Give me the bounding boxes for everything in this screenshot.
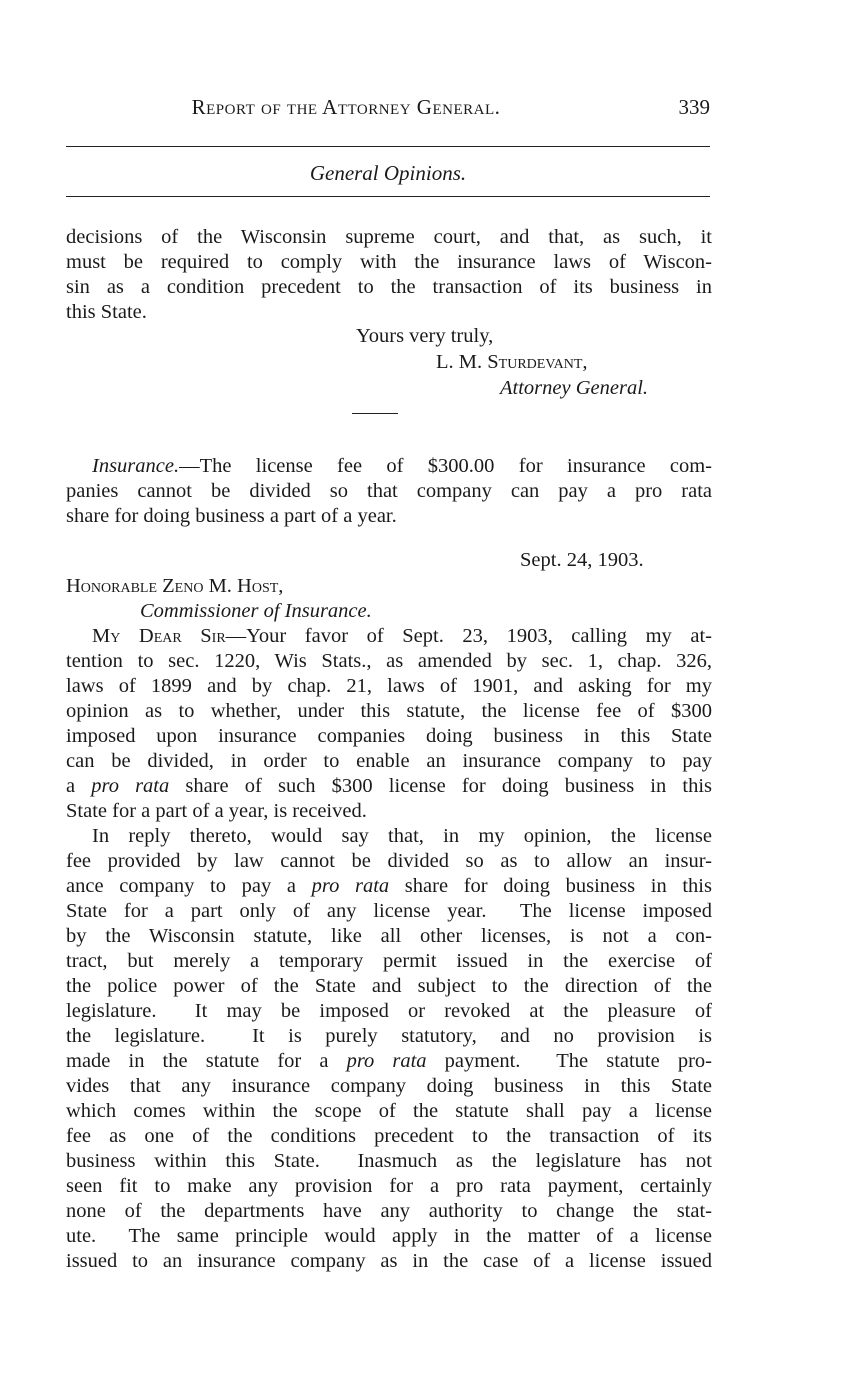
addressee-title: Commissioner of Insurance. (140, 600, 372, 622)
letter-text: a (66, 775, 92, 797)
letter-line: tention to sec. 1220, Wis Stats., as amended by sec. 1, chap. 326, (66, 650, 712, 672)
letter-emphasis: pro rata (91, 775, 170, 797)
section-divider (352, 413, 398, 414)
letter-line: fee provided by law cannot be divided so as to allow an insur- (66, 850, 712, 872)
letter-line: opinion as to whether, under this statute, the license fee of $300 (66, 700, 712, 722)
running-title: Report of the Attorney General. (191, 95, 501, 119)
letter-line: by the Wisconsin statute, like all other licenses, is not a con- (66, 925, 712, 947)
letter-line: which comes within the scope of the statute shall pay a license (66, 1100, 712, 1122)
headnote-line (92, 454, 712, 479)
header-rule-bottom (66, 196, 710, 197)
letter-text: made in the statute for a (66, 1050, 347, 1072)
letter-line: laws of 1899 and by chap. 21, laws of 1901, and asking for my (66, 675, 712, 697)
headnote-topic: Insurance. (92, 455, 180, 477)
opening-line: sin as a condition precedent to the transaction of its business in (66, 276, 712, 298)
letter-line: imposed upon insurance companies doing business in this State (66, 725, 712, 747)
letter-line: In reply thereto, would say that, in my opinion, the license (92, 825, 712, 847)
letter-date: Sept. 24, 1903. (520, 549, 644, 571)
letter-line: the police power of the State and subject to the direction of the (66, 975, 712, 997)
letter-line: business within this State. Inasmuch as the legislature has not (66, 1150, 712, 1172)
running-head (66, 92, 710, 122)
letter-emphasis: pro rata (311, 875, 390, 897)
letter-line (66, 874, 712, 899)
letter-line: ute. The same principle would apply in the matter of a license (66, 1225, 712, 1247)
letter-line: none of the departments have any authority to change the stat- (66, 1200, 712, 1222)
letter-line (66, 1049, 712, 1074)
page-number: 339 (678, 95, 710, 119)
letter-text: payment. The statute pro- (426, 1050, 712, 1072)
headnote-line: share for doing business a part of a year. (66, 505, 397, 527)
letter-line: State for a part only of any license year. The license imposed (66, 900, 712, 922)
headnote-text: —The license fee of $300.00 for insurance com- (179, 455, 712, 477)
closing-salutation: Yours very truly, (356, 325, 494, 347)
letter-line: issued to an insurance company as in the case of a license issued (66, 1250, 712, 1272)
letter-line: State for a part of a year, is received. (66, 800, 367, 822)
letter-line: tract, but merely a temporary permit issued in the exercise of (66, 950, 712, 972)
headnote-line: panies cannot be divided so that company can pay a pro rata (66, 480, 712, 502)
letter-text: share of such $300 license for doing business in this (169, 775, 713, 797)
letter-line: can be divided, in order to enable an insurance company to pay (66, 750, 712, 772)
letter-emphasis: pro rata (346, 1050, 427, 1072)
header-rule-top (66, 146, 710, 147)
letter-line (66, 774, 712, 799)
addressee: Honorable Zeno M. Host, (66, 575, 284, 597)
letter-text: ance company to pay a (66, 875, 312, 897)
letter-text: share for doing business in this (389, 875, 712, 897)
letter-salutation: My Dear Sir (92, 625, 226, 647)
letter-line (92, 624, 712, 649)
section-heading: General Opinions. (309, 161, 467, 185)
letter-line: vides that any insurance company doing business in this State (66, 1075, 712, 1097)
closing-title: Attorney General. (500, 377, 649, 399)
letter-line: fee as one of the conditions precedent to the transaction of its (66, 1125, 712, 1147)
letter-line: legislature. It may be imposed or revoked at the pleasure of (66, 1000, 712, 1022)
opening-line: must be required to comply with the insurance laws of Wiscon- (66, 251, 712, 273)
closing-signature: L. M. Sturdevant, (436, 351, 588, 373)
letter-line: the legislature. It is purely statutory, and no provision is (66, 1025, 712, 1047)
letter-text: —Your favor of Sept. 23, 1903, calling my at- (225, 625, 712, 647)
opening-line: this State. (66, 301, 147, 323)
letter-line: seen fit to make any provision for a pro rata payment, certainly (66, 1175, 712, 1197)
opening-line: decisions of the Wisconsin supreme court, and that, as such, it (66, 226, 712, 248)
